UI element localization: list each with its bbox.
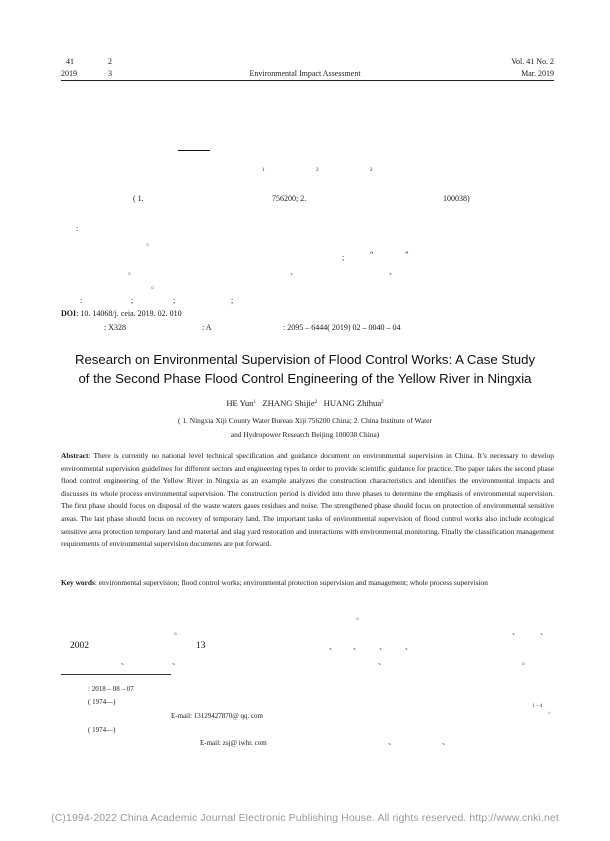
cn-author-sup-3: 2	[370, 168, 373, 173]
footnote-rule	[61, 674, 171, 675]
footnote-author1-birth: ( 1974—)	[88, 698, 116, 706]
footnote-received: : 2018 – 08 – 07	[88, 685, 134, 693]
side-period: 。	[548, 707, 555, 715]
cn-keywords-sep-2: ;	[173, 296, 176, 305]
cn-keywords-sep-1: ;	[131, 296, 134, 305]
en-authors	[0, 397, 610, 409]
en-author-2: ZHANG Shijie	[262, 398, 315, 408]
cn-keywords-sep-3: ;	[231, 296, 234, 305]
header-month-cn: 3	[108, 69, 112, 78]
header-rule	[61, 80, 554, 81]
en-keywords-label: Key words	[61, 578, 95, 587]
en-author-2-sup: 2	[314, 400, 318, 405]
en-abstract	[61, 450, 554, 551]
side-citation: 1 – 4	[532, 704, 542, 709]
cnki-watermark: (C)1994-2022 China Academic Journal Electronic Publishing House. All rights reserved. http://www.cnki.net	[51, 812, 559, 824]
body-period-2: 。	[174, 627, 182, 636]
body-period-3: 。	[522, 657, 530, 666]
clc-number: : X328	[104, 323, 126, 332]
header-year-cn: 2019	[61, 69, 77, 78]
doi-value[interactable]: : 10. 14068/j. ceia. 2019. 02. 010	[76, 309, 182, 318]
body-dunhao-1: 、	[512, 627, 520, 636]
header-date: Mar. 2019	[521, 69, 554, 78]
document-code: : A	[202, 323, 212, 332]
footnote-author2-email[interactable]: E-mail: zsj@ iwhr. com	[200, 739, 267, 747]
cn-abstract-dunhao-1: 、	[290, 267, 298, 276]
body-dunhao-3: 、	[329, 642, 337, 651]
footnote-dunhao-1: 、	[388, 737, 396, 746]
en-affiliation-line-2: and Hydropower Research Beijing 100038 China)	[230, 430, 380, 439]
en-author-1: HE Yun	[226, 398, 254, 408]
cn-abstract-colon: :	[76, 224, 79, 233]
body-dunhao-2: 、	[540, 627, 548, 636]
en-abstract-label: Abstract	[61, 451, 89, 460]
doi-label: DOI	[61, 309, 77, 318]
cn-abstract-period-3: 。	[151, 281, 159, 290]
footnote-author1-email[interactable]: E-mail: 13129427870@ qq. com	[171, 712, 263, 720]
en-keywords	[61, 577, 554, 590]
cn-abstract-period-2: 。	[128, 267, 136, 276]
en-keywords-text: : environmental supervision; flood control works; environmental protection supervision and management; whole process supervision	[94, 578, 488, 587]
body-dunhao-6: 、	[405, 642, 413, 651]
body-dunhao-9: 、	[378, 657, 386, 666]
cn-affiliation-open: ( 1.	[133, 194, 144, 203]
header-volume-number: Vol. 41 No. 2	[511, 57, 554, 66]
cn-abstract-dunhao-2: 、	[389, 267, 397, 276]
cn-abstract-quote-close: ”	[405, 250, 409, 259]
body-dunhao-4: 、	[353, 642, 361, 651]
header-journal-name: Environmental Impact Assessment	[249, 69, 361, 78]
article-id: : 2095 – 6444( 2019) 02 – 0040 – 04	[283, 323, 401, 332]
body-dunhao-5: 、	[379, 642, 387, 651]
cn-abstract-semicolon: ;	[342, 253, 345, 262]
en-author-3-sup: 2	[381, 400, 384, 405]
header-volume-cn: 41	[66, 57, 74, 66]
en-affiliation-line-1: ( 1. Ningxia Xiji County Water Bureau Xiji 756200 China; 2. China Institute of Water	[178, 416, 432, 425]
cn-affiliation-zip1: 756200; 2.	[272, 194, 307, 203]
en-title-line-2: of the Second Phase Flood Control Engineering of the Yellow River in Ningxia	[78, 371, 532, 386]
body-period-1: 。	[356, 612, 364, 621]
en-title-line-1: Research on Environmental Supervision of Flood Control Works: A Case Study	[74, 352, 536, 367]
title-dash	[178, 150, 210, 151]
en-abstract-text: : There is currently no national level technical specification and guidance document on environmental supervision in China. It’s necessary to develop environmental supervision guidelines for different sectors and engineering types in order to provide scientific guidance for practice. The paper takes the second phase flood control engineering of the Yellow River in Ningxia as an example analyzes the construction characteristics and identifies the environmental impacts and discusses its whole process environmental supervision. The construction period is divided into three phases to determine the emphasis of environmental supervision. The first phase should focus on disposal of the waste waters gases residues and noise. The strengthened phase should focus on protection of environmental sensitive areas. The last phase should focus on recovery of temporary land. The important tasks of environmental supervision of flood control works also include ecological sensitive area protection temporary land and material and slag yard restoration and interactions with environmental monitoring. Finally the classification management requirements of environmental supervision documents are put forward.	[61, 451, 554, 549]
body-number: 13	[196, 641, 206, 651]
body-dunhao-8: 、	[172, 657, 180, 666]
footnote-author2-birth: ( 1974—)	[88, 726, 116, 734]
en-author-3: HUANG Zhihua	[323, 398, 382, 408]
footnote-dunhao-2: 、	[442, 737, 450, 746]
cn-author-sup-1: 1	[262, 168, 265, 173]
en-author-1-sup: 1	[253, 400, 256, 405]
cn-abstract-quote-open: “	[370, 250, 374, 259]
cn-keywords-colon: :	[80, 296, 83, 305]
doi-line	[61, 309, 182, 319]
cn-author-sup-2: 2	[316, 168, 319, 173]
header-number-cn: 2	[108, 57, 112, 66]
cn-abstract-period-1: 。	[146, 238, 154, 247]
cn-affiliation-zip2: 100038)	[443, 194, 470, 203]
body-dunhao-7: 、	[121, 657, 129, 666]
body-year: 2002	[70, 641, 89, 651]
